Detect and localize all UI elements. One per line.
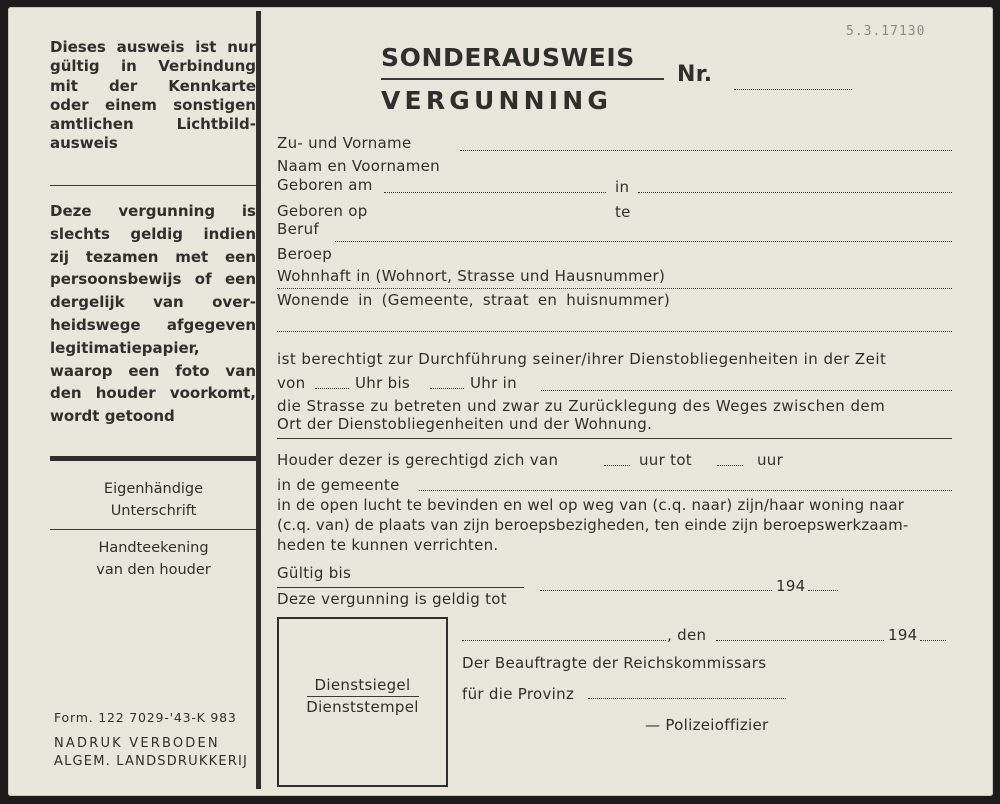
dutch-auth-line-4: (c.q. van) de plaats van zijn beroepsbezigheden, ten einde zijn beroepswerkzaam- bbox=[277, 516, 909, 534]
name-label-nl: Naam en Voornamen bbox=[277, 157, 440, 175]
time-from-field[interactable] bbox=[315, 388, 349, 389]
footer-printer: ALGEM. LANDSDRUKKERIJ bbox=[54, 754, 249, 769]
authority-label: Der Beauftragte der Reichskommissars bbox=[462, 654, 767, 672]
german-validity-note: Dieses ausweis ist nur gültig in Verbindung mit der Kennkarte oder einem sonstigen amtlichen Lichtbild- ausweis bbox=[50, 38, 256, 153]
province-field[interactable] bbox=[588, 698, 786, 699]
footer-reprint-forbidden: NADRUK VERBODEN bbox=[54, 736, 220, 751]
job-label-de: Beruf bbox=[277, 220, 319, 238]
german-auth-line-1: ist berechtigt zur Durchführung seiner/ihrer Dienstobliegenheiten in der Zeit bbox=[277, 350, 887, 368]
valid-until-year-field[interactable] bbox=[808, 590, 838, 591]
address-field[interactable] bbox=[277, 288, 952, 289]
valid-until-divider bbox=[277, 587, 524, 588]
birthdate-field[interactable] bbox=[384, 192, 606, 193]
birthplace-label-de: in bbox=[615, 178, 630, 196]
time-to-label: Uhr bis bbox=[355, 374, 411, 392]
valid-until-label-nl: Deze vergunning is geldig tot bbox=[277, 590, 507, 608]
born-label-nl: Geboren op bbox=[277, 202, 368, 220]
time-from-label: von bbox=[277, 374, 306, 392]
signature-label-nl: Handteekening van den houder bbox=[96, 540, 211, 578]
issue-year: 194 bbox=[888, 626, 918, 644]
issue-date-field[interactable] bbox=[716, 640, 884, 641]
police-officer-label: — Polizeioffizier bbox=[645, 716, 769, 734]
valid-until-year: 194 bbox=[776, 577, 806, 595]
municipality-label: in de gemeente bbox=[277, 476, 400, 494]
name-label-de: Zu- und Vorname bbox=[277, 134, 412, 152]
job-field[interactable] bbox=[335, 241, 952, 242]
address-label-de: Wohnhaft in (Wohnort, Strasse und Hausnummer) bbox=[277, 267, 666, 285]
place-field[interactable] bbox=[541, 390, 952, 391]
birthplace-label-nl: te bbox=[615, 203, 631, 221]
seal-label-nl: Dienststempel bbox=[306, 698, 419, 716]
dutch-validity-note: Deze vergunning is slechts geldig indien zij tezamen met een persoonsbewijs of een dergelijk van over- heidswege afgegeven legitimatiepapier, waarop een foto van den houder voorkomt, wordt getoond bbox=[50, 202, 256, 426]
seal-divider bbox=[307, 696, 419, 697]
address-field-2[interactable] bbox=[277, 331, 952, 332]
job-label-nl: Beroep bbox=[277, 245, 333, 263]
issue-year-field[interactable] bbox=[920, 640, 946, 641]
hour-to-label: uur tot bbox=[639, 451, 692, 469]
municipality-field[interactable] bbox=[419, 490, 952, 491]
name-field[interactable] bbox=[460, 150, 952, 151]
section-divider bbox=[277, 438, 952, 439]
left-divider-1 bbox=[50, 185, 257, 186]
dutch-auth-line-5: heden te kunnen verrichten. bbox=[277, 536, 499, 554]
german-auth-line-4: Ort der Dienstobliegenheiten und der Wohnung. bbox=[277, 415, 653, 433]
column-divider bbox=[256, 11, 261, 789]
place-of-issue-field[interactable] bbox=[462, 640, 666, 641]
title-vergunning: VERGUNNING bbox=[381, 86, 613, 115]
hour-label: uur bbox=[757, 451, 784, 469]
number-label: Nr. bbox=[677, 62, 713, 87]
hour-to-field[interactable] bbox=[717, 465, 743, 466]
german-auth-line-3: die Strasse zu betreten und zwar zu Zurücklegung des Weges zwischen dem bbox=[277, 397, 886, 415]
date-label: , den bbox=[667, 626, 707, 644]
form-code: Form. 122 7029-'43-K 983 bbox=[54, 710, 237, 725]
valid-until-date-field[interactable] bbox=[540, 590, 772, 591]
signature-label-de: Eigenhändige Unterschrift bbox=[103, 481, 204, 519]
birthplace-field[interactable] bbox=[638, 192, 952, 193]
number-field[interactable] bbox=[734, 89, 852, 90]
hour-from-field[interactable] bbox=[604, 465, 630, 466]
signature-divider bbox=[50, 529, 257, 530]
valid-until-label-de: Gültig bis bbox=[277, 564, 352, 582]
address-label-nl: Wonende in (Gemeente, straat en huisnummer) bbox=[277, 291, 671, 309]
title-sonderausweis: SONDERAUSWEIS bbox=[381, 43, 635, 72]
left-thick-divider bbox=[50, 456, 257, 461]
province-label: für die Provinz bbox=[462, 685, 575, 703]
dutch-auth-line-1: Houder dezer is gerechtigd zich van bbox=[277, 451, 559, 469]
time-in-label: Uhr in bbox=[470, 374, 517, 392]
dutch-auth-line-3: in de open lucht te bevinden en wel op weg van (c.q. naar) zijn/haar woning naar bbox=[277, 496, 905, 514]
title-divider bbox=[381, 78, 664, 80]
archive-stamp-number: 5.3.17130 bbox=[846, 24, 926, 39]
time-to-field[interactable] bbox=[430, 388, 464, 389]
seal-label-de: Dienstsiegel bbox=[314, 676, 411, 694]
born-label-de: Geboren am bbox=[277, 176, 373, 194]
